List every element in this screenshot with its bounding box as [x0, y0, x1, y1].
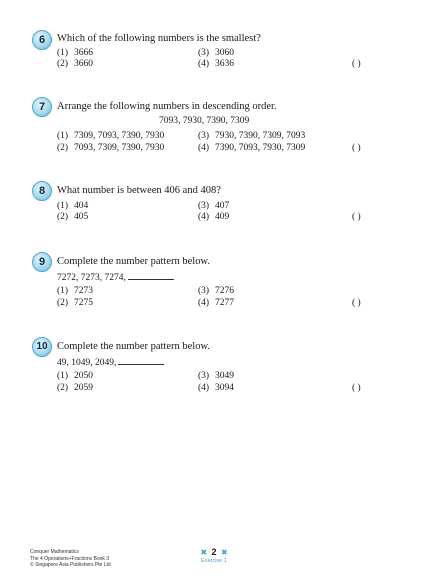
option-value: 3060 — [215, 48, 234, 58]
answer-box[interactable]: ( ) — [352, 143, 361, 153]
option-value: 3666 — [74, 48, 93, 58]
option-number: (1) — [57, 131, 69, 141]
option-number: (4) — [198, 383, 210, 393]
question-text: What number is between 406 and 408? — [57, 185, 221, 196]
option-number: (3) — [198, 131, 210, 141]
question-number-badge: 8 — [32, 181, 52, 201]
option-number: (4) — [198, 212, 210, 222]
option-number: (3) — [198, 286, 210, 296]
footer-copyright: © Singapore Asia Publishers Pte Ltd — [30, 562, 111, 568]
option-number: (2) — [57, 383, 69, 393]
answer-box[interactable]: ( ) — [352, 59, 361, 69]
answer-blank[interactable] — [128, 271, 174, 280]
footer-publisher-info — [30, 549, 111, 569]
question-number-badge: 6 — [32, 30, 52, 50]
option-value: 407 — [215, 201, 230, 211]
option-value: 404 — [74, 201, 89, 211]
number-pattern — [57, 271, 174, 283]
option-number: (1) — [57, 286, 69, 296]
option-value: 7093, 7309, 7390, 7930 — [74, 143, 165, 153]
option-value: 3049 — [215, 371, 234, 381]
option-number: (4) — [198, 59, 210, 69]
option-number: (2) — [57, 59, 69, 69]
option-value: 409 — [215, 212, 230, 222]
question-text: Which of the following numbers is the smallest? — [57, 33, 261, 44]
footer-book-title: The 4 Operations+Fractions Book 3 — [30, 555, 110, 562]
option-value: 7390, 7093, 7930, 7309 — [215, 143, 306, 153]
option-number: (1) — [57, 371, 69, 381]
pattern-text: 49, 1049, 2049, — [57, 358, 117, 368]
answer-box[interactable]: ( ) — [352, 383, 361, 393]
number-pattern — [57, 356, 164, 368]
question-text: Complete the number pattern below. — [57, 256, 210, 267]
option-value: 7273 — [74, 286, 93, 296]
option-number: (2) — [57, 298, 69, 308]
option-number: (2) — [57, 143, 69, 153]
x-mark-icon: ✖ — [220, 548, 228, 557]
option-value: 405 — [74, 212, 89, 222]
option-value: 7930, 7390, 7309, 7093 — [215, 131, 306, 141]
footer-series-title: Conquer Mathematics — [30, 549, 79, 555]
footer-page-info — [184, 546, 244, 565]
answer-blank[interactable] — [118, 356, 164, 365]
option-number: (2) — [57, 212, 69, 222]
question-number-badge: 10 — [32, 337, 52, 357]
number-list: 7093, 7930, 7390, 7309 — [159, 116, 250, 126]
option-value: 7309, 7093, 7390, 7930 — [74, 131, 165, 141]
answer-box[interactable]: ( ) — [352, 212, 361, 222]
option-value: 3636 — [215, 59, 234, 69]
x-mark-icon: ✖ — [200, 548, 208, 557]
option-value: 2059 — [74, 383, 93, 393]
option-number: (3) — [198, 48, 210, 58]
option-number: (3) — [198, 371, 210, 381]
option-value: 7275 — [74, 298, 93, 308]
question-number-badge: 7 — [32, 97, 52, 117]
option-value: 7276 — [215, 286, 234, 296]
option-value: 3660 — [74, 59, 93, 69]
option-value: 3094 — [215, 383, 234, 393]
answer-box[interactable]: ( ) — [352, 298, 361, 308]
question-number-badge: 9 — [32, 252, 52, 272]
option-number: (4) — [198, 298, 210, 308]
option-number: (1) — [57, 201, 69, 211]
option-value: 7277 — [215, 298, 234, 308]
pattern-text: 7272, 7273, 7274, — [57, 273, 126, 283]
option-number: (3) — [198, 201, 210, 211]
question-text: Complete the number pattern below. — [57, 341, 210, 352]
page-number-row — [184, 546, 244, 558]
page-number: 2 — [211, 547, 217, 557]
option-number: (4) — [198, 143, 210, 153]
question-text: Arrange the following numbers in descending order. — [57, 101, 277, 112]
exercise-label: Exercise 1 — [201, 558, 227, 564]
option-number: (1) — [57, 48, 69, 58]
option-value: 2050 — [74, 371, 93, 381]
